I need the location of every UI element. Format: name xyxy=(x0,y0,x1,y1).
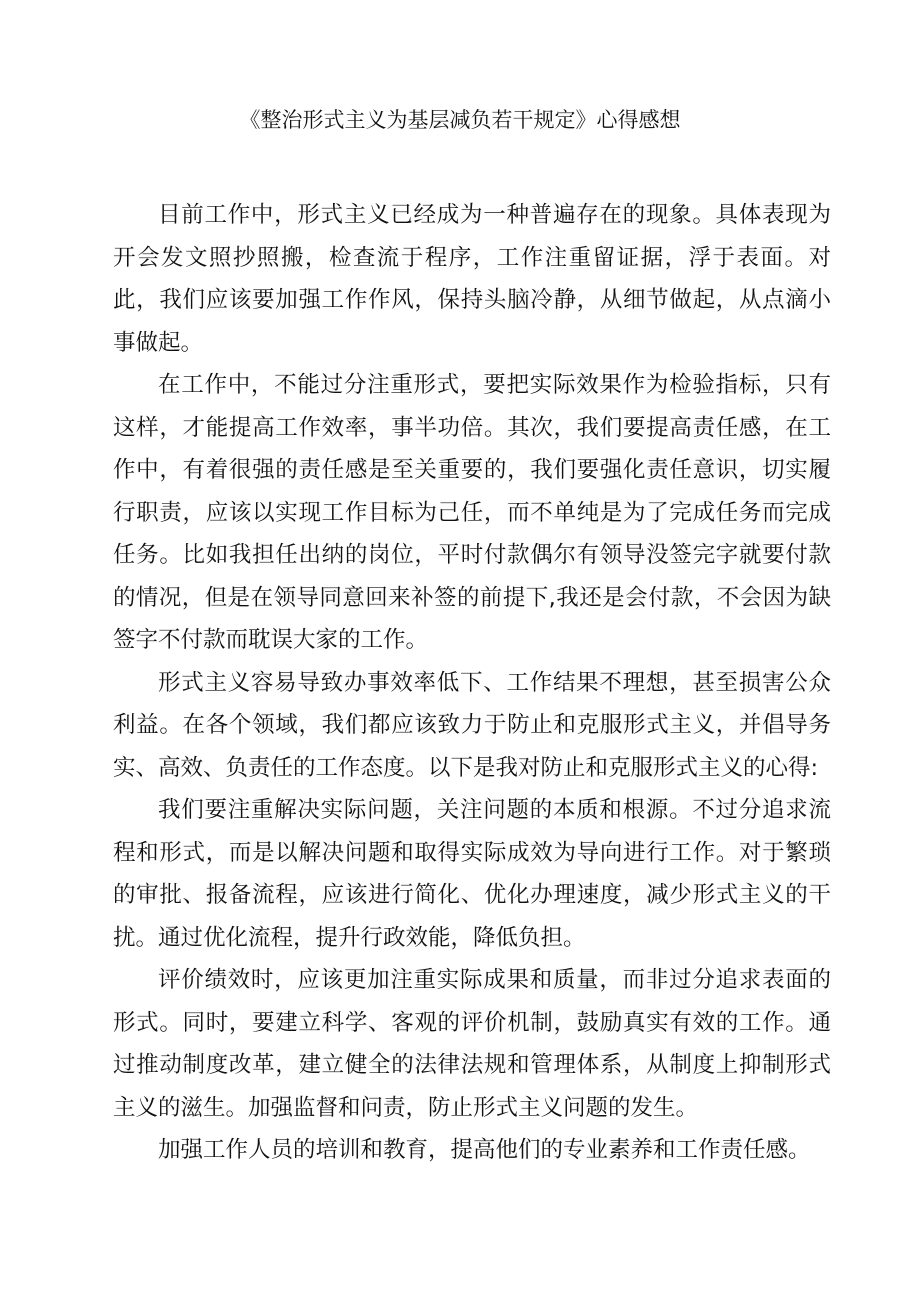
paragraph: 我们要注重解决实际问题，关注问题的本质和根源。不过分追求流程和形式，而是以解决问题和取得实际成效为导向进行工作。对于繁琐的审批、报备流程，应该进行简化、优化办理速度，减少形式主义的干扰。通过优化流程，提升行政效能，降低负担。 xyxy=(113,797,831,951)
document-title: 《整治形式主义为基层减负若干规定》心得感想 xyxy=(239,108,681,132)
paragraph: 评价绩效时，应该更加注重实际成果和质量，而非过分追求表面的形式。同时，要建立科学、客观的评价机制，鼓励真实有效的工作。通过推动制度改革，建立健全的法律法规和管理体系，从制度上抑制形式主义的滋生。加强监督和问责，防止形式主义问题的发生。 xyxy=(113,967,831,1121)
document-body xyxy=(113,194,831,1172)
paragraph: 加强工作人员的培训和教育，提高他们的专业素养和工作责任感。 xyxy=(158,1137,811,1163)
paragraph: 目前工作中，形式主义已经成为一种普遍存在的现象。具体表现为开会发文照抄照搬，检查流于程序，工作注重留证据，浮于表面。对此，我们应该要加强工作作风，保持头脑冷静，从细节做起，从点滴小事做起。 xyxy=(113,202,831,356)
paragraph: 形式主义容易导致办事效率低下、工作结果不理想，甚至损害公众利益。在各个领域，我们都应该致力于防止和克服形式主义，并倡导务实、高效、负责任的工作态度。以下是我对防止和克服形式主义的心得: xyxy=(113,669,831,781)
paragraph: 在工作中，不能过分注重形式，要把实际效果作为检验指标，只有这样，才能提高工作效率，事半功倍。其次，我们要提高责任感，在工作中，有着很强的责任感是至关重要的，我们要强化责任意识，切实履行职责，应该以实现工作目标为己任，而不单纯是为了完成任务而完成任务。比如我担任出纳的岗位，平时付款偶尔有领导没签完字就要付款的情况，但是在领导同意回来补签的前提下,我还是会付款，不会因为缺签字不付款而耽误大家的工作。 xyxy=(113,372,831,653)
